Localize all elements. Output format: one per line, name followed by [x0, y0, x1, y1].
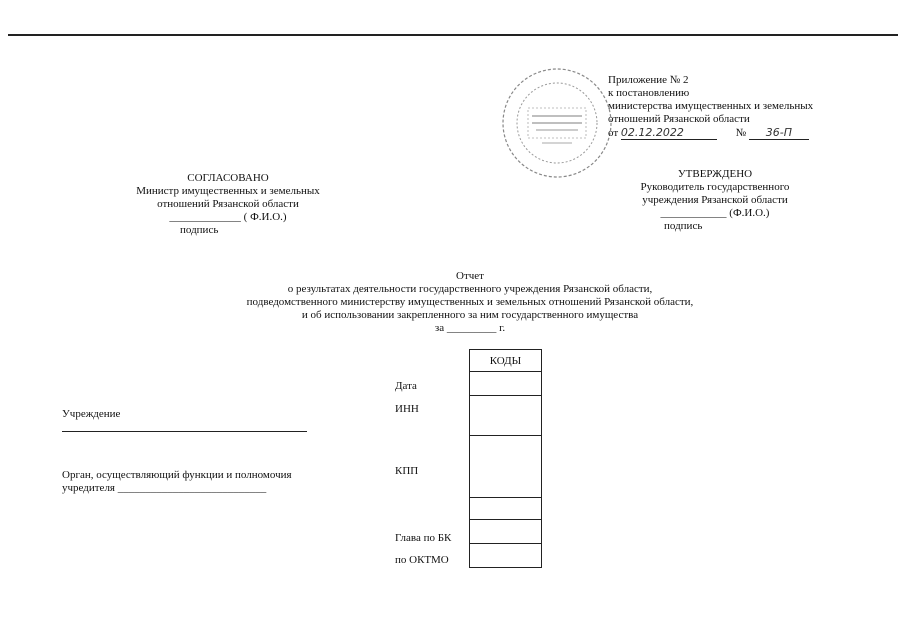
- number-prefix: №: [735, 127, 747, 139]
- approved-line: Руководитель государственного: [640, 181, 790, 193]
- code-cell-date: [470, 372, 541, 396]
- code-cell-bk: [470, 520, 541, 544]
- code-label-kpp: КПП: [395, 465, 419, 477]
- agreed-fio: _____________ ( Ф.И.О.): [169, 211, 287, 223]
- report-line: подведомственного министерству имущественных и земельных отношений Рязанской области,: [246, 296, 694, 308]
- approved-line: учреждения Рязанской области: [642, 194, 788, 206]
- approved-block: [600, 168, 830, 233]
- appendix-line: Приложение № 2: [608, 74, 689, 86]
- founder-label: Орган, осуществляющий функции и полномочия: [62, 469, 292, 481]
- from-prefix: от: [608, 127, 619, 139]
- report-line: и об использовании закрепленного за ним государственного имущества: [301, 309, 639, 321]
- code-label-bk: Глава по БК: [395, 532, 452, 544]
- approved-fio: ____________ (Ф.И.О.): [660, 207, 770, 219]
- code-cell-oktmo: [470, 544, 541, 568]
- founder-label-cont: учредителя ___________________________: [62, 482, 267, 494]
- top-rule: [8, 34, 898, 36]
- report-title: Отчет: [456, 270, 484, 282]
- institution-underline: [62, 431, 307, 432]
- appendix-line: отношений Рязанской области: [608, 113, 750, 125]
- report-line: о результатах деятельности государственного учреждения Рязанской области,: [287, 283, 653, 295]
- agreed-sign-caption: подпись: [180, 224, 219, 236]
- codes-header: КОДЫ: [470, 350, 541, 372]
- code-cell-kpp: [470, 436, 541, 498]
- approved-title: УТВЕРЖДЕНО: [677, 168, 753, 180]
- official-stamp: [498, 64, 619, 182]
- institution-label: Учреждение: [62, 408, 121, 420]
- code-label-inn: ИНН: [395, 403, 419, 415]
- handwritten-date: 02.12.2022: [621, 126, 717, 140]
- code-cell-inn: [470, 396, 541, 436]
- report-period: за _________ г.: [434, 322, 506, 334]
- codes-table: [469, 349, 542, 568]
- report-title-block: [180, 270, 760, 335]
- code-label-oktmo: по ОКТМО: [395, 554, 449, 566]
- code-label-date: Дата: [395, 380, 417, 392]
- appendix-block: [608, 74, 868, 140]
- agreed-block: [108, 172, 348, 237]
- appendix-date-line: [608, 126, 868, 140]
- agreed-line: отношений Рязанской области: [157, 198, 299, 210]
- agreed-title: СОГЛАСОВАНО: [187, 172, 269, 184]
- approved-sign-caption: подпись: [664, 220, 703, 232]
- appendix-line: к постановлению: [608, 87, 690, 99]
- handwritten-number: 36-П: [749, 126, 809, 140]
- agreed-line: Министр имущественных и земельных: [136, 185, 320, 197]
- appendix-line: министерства имущественных и земельных: [608, 100, 814, 112]
- code-cell-empty: [470, 498, 541, 520]
